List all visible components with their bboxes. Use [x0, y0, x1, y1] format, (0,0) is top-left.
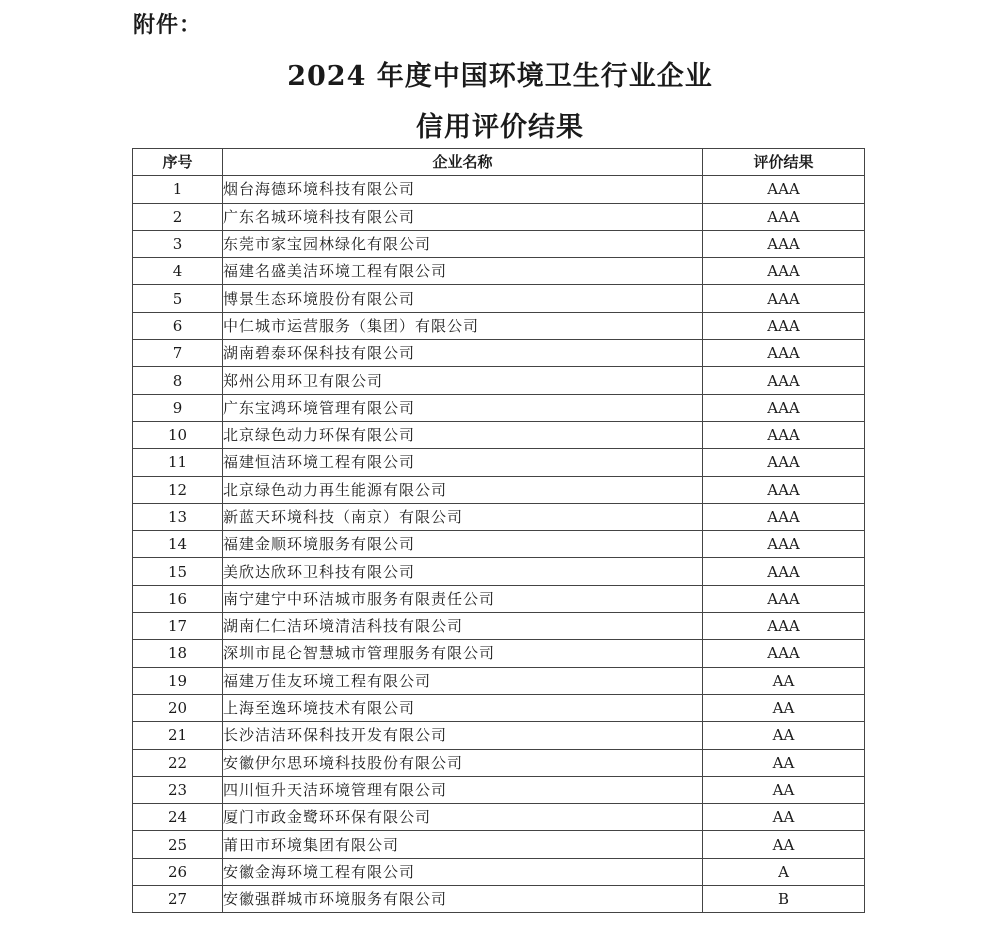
row-index: 25	[133, 831, 223, 858]
row-index: 11	[133, 449, 223, 476]
table-row	[133, 749, 865, 776]
table-row	[133, 613, 865, 640]
row-grade: A	[703, 858, 865, 885]
row-company-name: 郑州公用环卫有限公司	[223, 367, 703, 394]
row-company-name: 上海至逸环境技术有限公司	[223, 694, 703, 721]
row-grade: AAA	[703, 230, 865, 257]
row-grade: AAA	[703, 176, 865, 203]
table-row	[133, 176, 865, 203]
table-row	[133, 421, 865, 448]
row-company-name: 湖南仁仁洁环境清洁科技有限公司	[223, 613, 703, 640]
row-index: 19	[133, 667, 223, 694]
row-index: 18	[133, 640, 223, 667]
row-index: 7	[133, 340, 223, 367]
row-grade: AAA	[703, 367, 865, 394]
table-row	[133, 476, 865, 503]
row-index: 5	[133, 285, 223, 312]
table-row	[133, 694, 865, 721]
row-company-name: 湖南碧泰环保科技有限公司	[223, 340, 703, 367]
row-grade: AAA	[703, 285, 865, 312]
row-index: 15	[133, 558, 223, 585]
row-grade: AA	[703, 722, 865, 749]
row-grade: AAA	[703, 203, 865, 230]
row-index: 14	[133, 531, 223, 558]
row-index: 10	[133, 421, 223, 448]
row-company-name: 博景生态环境股份有限公司	[223, 285, 703, 312]
row-grade: AA	[703, 804, 865, 831]
header-index: 序号	[133, 149, 223, 176]
row-grade: B	[703, 886, 865, 913]
table-row	[133, 722, 865, 749]
row-index: 22	[133, 749, 223, 776]
row-index: 27	[133, 886, 223, 913]
row-grade: AAA	[703, 421, 865, 448]
results-table	[132, 148, 865, 913]
row-index: 1	[133, 176, 223, 203]
table-row	[133, 831, 865, 858]
row-index: 9	[133, 394, 223, 421]
row-company-name: 烟台海德环境科技有限公司	[223, 176, 703, 203]
row-grade: AAA	[703, 558, 865, 585]
row-company-name: 南宁建宁中环洁城市服务有限责任公司	[223, 585, 703, 612]
table-row	[133, 394, 865, 421]
table-header-row	[133, 149, 865, 176]
row-company-name: 福建恒洁环境工程有限公司	[223, 449, 703, 476]
row-grade: AA	[703, 831, 865, 858]
table-row	[133, 776, 865, 803]
row-grade: AAA	[703, 531, 865, 558]
row-grade: AA	[703, 667, 865, 694]
header-grade: 评价结果	[703, 149, 865, 176]
row-grade: AAA	[703, 503, 865, 530]
row-index: 24	[133, 804, 223, 831]
table-row	[133, 585, 865, 612]
row-index: 3	[133, 230, 223, 257]
row-company-name: 莆田市环境集团有限公司	[223, 831, 703, 858]
row-company-name: 安徽强群城市环境服务有限公司	[223, 886, 703, 913]
row-grade: AAA	[703, 312, 865, 339]
row-grade: AAA	[703, 340, 865, 367]
header-company-name: 企业名称	[223, 149, 703, 176]
row-grade: AA	[703, 749, 865, 776]
table-row	[133, 367, 865, 394]
row-grade: AA	[703, 776, 865, 803]
row-grade: AAA	[703, 449, 865, 476]
row-company-name: 四川恒升天洁环境管理有限公司	[223, 776, 703, 803]
table-row	[133, 312, 865, 339]
row-grade: AAA	[703, 394, 865, 421]
row-index: 4	[133, 258, 223, 285]
table-row	[133, 258, 865, 285]
document-title: 2024 年度中国环境卫生行业企业	[287, 61, 713, 92]
row-company-name: 安徽金海环境工程有限公司	[223, 858, 703, 885]
row-company-name: 深圳市昆仑智慧城市管理服务有限公司	[223, 640, 703, 667]
row-company-name: 安徽伊尔思环境科技股份有限公司	[223, 749, 703, 776]
row-index: 20	[133, 694, 223, 721]
table-row	[133, 531, 865, 558]
table-row	[133, 285, 865, 312]
row-index: 26	[133, 858, 223, 885]
row-index: 12	[133, 476, 223, 503]
row-company-name: 长沙洁洁环保科技开发有限公司	[223, 722, 703, 749]
table-row	[133, 858, 865, 885]
row-grade: AAA	[703, 640, 865, 667]
row-company-name: 广东名城环境科技有限公司	[223, 203, 703, 230]
table-row	[133, 640, 865, 667]
row-grade: AA	[703, 694, 865, 721]
table-row	[133, 667, 865, 694]
row-company-name: 北京绿色动力再生能源有限公司	[223, 476, 703, 503]
table-row	[133, 449, 865, 476]
table-row	[133, 804, 865, 831]
row-company-name: 广东宝鸿环境管理有限公司	[223, 394, 703, 421]
table-row	[133, 340, 865, 367]
row-index: 17	[133, 613, 223, 640]
document-subtitle: 信用评价结果	[416, 112, 584, 143]
table-row	[133, 503, 865, 530]
row-company-name: 福建金顺环境服务有限公司	[223, 531, 703, 558]
row-index: 2	[133, 203, 223, 230]
row-company-name: 福建名盛美洁环境工程有限公司	[223, 258, 703, 285]
row-company-name: 美欣达欣环卫科技有限公司	[223, 558, 703, 585]
row-index: 8	[133, 367, 223, 394]
table-row	[133, 203, 865, 230]
row-company-name: 东莞市家宝园林绿化有限公司	[223, 230, 703, 257]
row-company-name: 北京绿色动力环保有限公司	[223, 421, 703, 448]
row-index: 21	[133, 722, 223, 749]
row-company-name: 新蓝天环境科技（南京）有限公司	[223, 503, 703, 530]
row-grade: AAA	[703, 476, 865, 503]
table-row	[133, 558, 865, 585]
row-index: 13	[133, 503, 223, 530]
row-index: 16	[133, 585, 223, 612]
row-index: 6	[133, 312, 223, 339]
row-company-name: 福建万佳友环境工程有限公司	[223, 667, 703, 694]
table-body	[133, 176, 865, 913]
row-company-name: 厦门市政金鹭环环保有限公司	[223, 804, 703, 831]
row-grade: AAA	[703, 258, 865, 285]
table-row	[133, 230, 865, 257]
row-index: 23	[133, 776, 223, 803]
row-company-name: 中仁城市运营服务（集团）有限公司	[223, 312, 703, 339]
row-grade: AAA	[703, 585, 865, 612]
row-grade: AAA	[703, 613, 865, 640]
table-row	[133, 886, 865, 913]
attachment-label: 附件：	[133, 13, 203, 38]
